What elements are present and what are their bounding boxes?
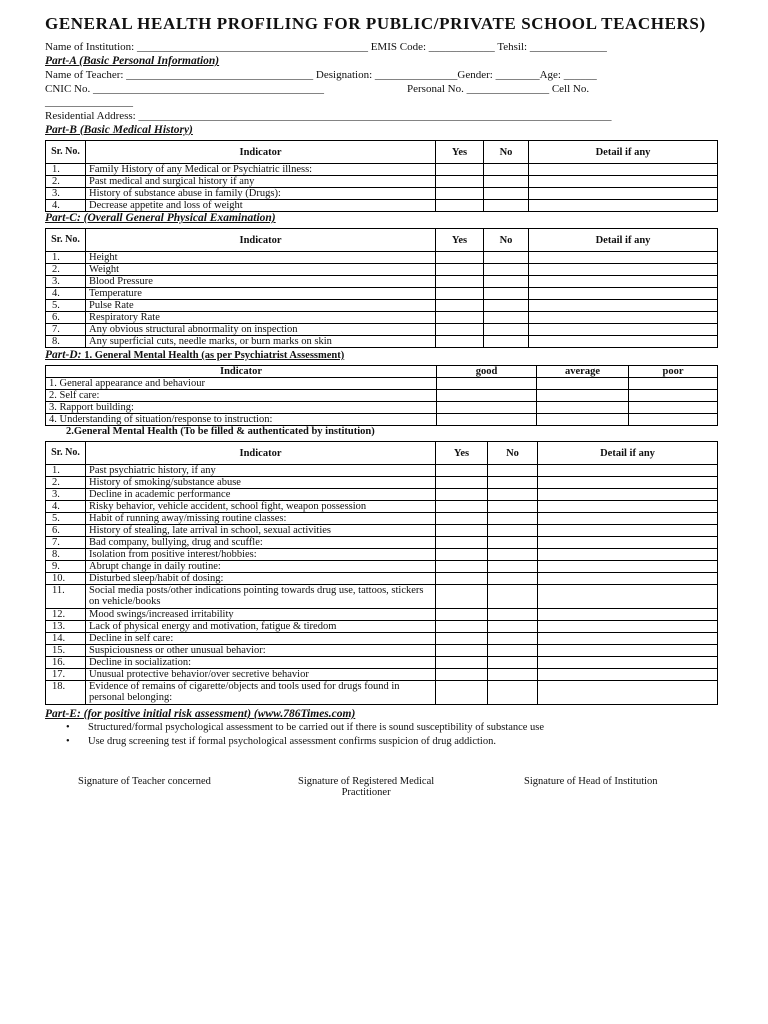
detail-cell[interactable] [529, 324, 718, 336]
no-cell[interactable] [484, 188, 529, 200]
no-cell[interactable] [488, 561, 538, 573]
bullet-text: Use drug screening test if formal psychological assessment confirms suspicion of drug addiction. [88, 736, 496, 747]
poor-cell[interactable] [629, 414, 718, 426]
poor-cell[interactable] [629, 402, 718, 414]
row-indicator: History of smoking/substance abuse [86, 477, 436, 489]
header-row [46, 366, 718, 378]
row-number: 6. [46, 312, 86, 324]
column-header: Sr. No. [46, 229, 86, 252]
row-number: 10. [46, 573, 86, 585]
row-indicator: Any obvious structural abnormality on inspection [86, 324, 436, 336]
average-cell[interactable] [537, 378, 629, 390]
table-row [46, 681, 718, 705]
table-row [46, 200, 718, 212]
table-row [46, 669, 718, 681]
row-indicator: Social media posts/other indications pointing towards drug use, tattoos, stickers on vehicle/books [86, 585, 436, 609]
row-indicator: Disturbed sleep/habit of dosing: [86, 573, 436, 585]
row-indicator: Respiratory Rate [86, 312, 436, 324]
row-indicator: Unusual protective behavior/over secretive behavior [86, 669, 436, 681]
average-cell[interactable] [537, 402, 629, 414]
table-row [46, 561, 718, 573]
row-number: 8. [46, 336, 86, 348]
column-header: Indicator [86, 229, 436, 252]
table-row [46, 549, 718, 561]
part-c-table [45, 228, 718, 348]
table-row [46, 525, 718, 537]
yes-cell[interactable] [436, 252, 484, 264]
row-indicator: Any superficial cuts, needle marks, or burn marks on skin [86, 336, 436, 348]
no-cell[interactable] [488, 681, 538, 705]
detail-cell[interactable] [538, 477, 718, 489]
yes-cell[interactable] [436, 176, 484, 188]
column-header: average [537, 366, 629, 378]
column-header: good [437, 366, 537, 378]
table-row [46, 312, 718, 324]
table-row [46, 300, 718, 312]
yes-cell[interactable] [436, 312, 484, 324]
part-e-bullet-1 [66, 722, 544, 736]
table-row [46, 645, 718, 657]
part-b-heading: Part-B (Basic Medical History) [45, 124, 193, 136]
detail-cell[interactable] [538, 537, 718, 549]
good-cell[interactable] [437, 390, 537, 402]
table-row [46, 164, 718, 176]
cell-underline[interactable]: ________________ [45, 96, 133, 108]
table-row [46, 390, 718, 402]
row-number: 11. [46, 585, 86, 609]
no-cell[interactable] [488, 489, 538, 501]
row-indicator: Suspiciousness or other unusual behavior: [86, 645, 436, 657]
row-number: 3. [46, 188, 86, 200]
table-row [46, 465, 718, 477]
bullet-icon: • [66, 736, 70, 747]
no-cell[interactable] [484, 300, 529, 312]
no-cell[interactable] [488, 549, 538, 561]
bullet-text: Structured/formal psychological assessment to be carried out if there is sound susceptibility of substance use [88, 722, 545, 733]
row-indicator: History of substance abuse in family (Drugs): [86, 188, 436, 200]
header-row [46, 141, 718, 164]
yes-cell[interactable] [436, 669, 488, 681]
table-row [46, 378, 718, 390]
yes-cell[interactable] [436, 609, 488, 621]
cnic-line[interactable]: CNIC No. __________________________________________ [45, 83, 324, 95]
row-number: 7. [46, 324, 86, 336]
no-cell[interactable] [484, 176, 529, 188]
column-header: Yes [436, 229, 484, 252]
row-number: 4. [46, 288, 86, 300]
row-number: 1. [46, 465, 86, 477]
bullet-icon: • [66, 722, 70, 733]
detail-cell[interactable] [538, 501, 718, 513]
yes-cell[interactable] [436, 633, 488, 645]
poor-cell[interactable] [629, 378, 718, 390]
detail-cell[interactable] [538, 549, 718, 561]
detail-cell[interactable] [538, 633, 718, 645]
row-indicator: Family History of any Medical or Psychiatric illness: [86, 164, 436, 176]
row-number: 14. [46, 633, 86, 645]
detail-cell[interactable] [538, 585, 718, 609]
no-cell[interactable] [488, 525, 538, 537]
row-number: 18. [46, 681, 86, 705]
row-number: 1. [46, 252, 86, 264]
no-cell[interactable] [484, 276, 529, 288]
no-cell[interactable] [488, 573, 538, 585]
table-row [46, 513, 718, 525]
row-indicator: 3. Rapport building: [46, 402, 437, 414]
row-indicator: Past medical and surgical history if any [86, 176, 436, 188]
column-header: Indicator [86, 442, 436, 465]
yes-cell[interactable] [436, 537, 488, 549]
column-header: Detail if any [538, 442, 718, 465]
no-cell[interactable] [488, 513, 538, 525]
column-header: Sr. No. [46, 442, 86, 465]
table-row [46, 276, 718, 288]
row-number: 3. [46, 489, 86, 501]
row-indicator: Decline in socialization: [86, 657, 436, 669]
row-number: 2. [46, 477, 86, 489]
signature-medical-line2: Practitioner [341, 787, 391, 798]
table-row [46, 264, 718, 276]
row-number: 5. [46, 300, 86, 312]
yes-cell[interactable] [436, 681, 488, 705]
detail-cell[interactable] [538, 489, 718, 501]
detail-cell[interactable] [538, 561, 718, 573]
yes-cell[interactable] [436, 621, 488, 633]
no-cell[interactable] [484, 288, 529, 300]
yes-cell[interactable] [436, 164, 484, 176]
good-cell[interactable] [437, 402, 537, 414]
row-indicator: History of stealing, late arrival in school, sexual activities [86, 525, 436, 537]
table-row [46, 609, 718, 621]
yes-cell[interactable] [436, 477, 488, 489]
column-header: No [484, 141, 529, 164]
no-cell[interactable] [484, 164, 529, 176]
table-row [46, 657, 718, 669]
detail-cell[interactable] [538, 513, 718, 525]
part-d-subheading-1: 1. General Mental Health (as per Psychiatrist Assessment) [84, 350, 345, 361]
row-indicator: Past psychiatric history, if any [86, 465, 436, 477]
detail-cell[interactable] [538, 669, 718, 681]
row-number: 13. [46, 621, 86, 633]
no-cell[interactable] [484, 336, 529, 348]
detail-cell[interactable] [538, 525, 718, 537]
good-cell[interactable] [437, 414, 537, 426]
table-row [46, 188, 718, 200]
row-indicator: Decrease appetite and loss of weight [86, 200, 436, 212]
row-indicator: Abrupt change in daily routine: [86, 561, 436, 573]
table-row [46, 573, 718, 585]
row-indicator: Pulse Rate [86, 300, 436, 312]
no-cell[interactable] [488, 477, 538, 489]
row-number: 3. [46, 276, 86, 288]
detail-cell[interactable] [538, 621, 718, 633]
header-row [46, 229, 718, 252]
row-number: 17. [46, 669, 86, 681]
yes-cell[interactable] [436, 489, 488, 501]
detail-cell[interactable] [538, 465, 718, 477]
detail-cell[interactable] [529, 188, 718, 200]
table-row [46, 414, 718, 426]
detail-cell[interactable] [529, 288, 718, 300]
yes-cell[interactable] [436, 465, 488, 477]
row-number: 8. [46, 549, 86, 561]
personal-cell-line[interactable]: Personal No. _______________ Cell No. [407, 83, 590, 95]
detail-cell[interactable] [529, 336, 718, 348]
yes-cell[interactable] [436, 573, 488, 585]
no-cell[interactable] [488, 633, 538, 645]
row-indicator: Height [86, 252, 436, 264]
row-number: 12. [46, 609, 86, 621]
address-line[interactable]: Residential Address: ______________________________________________________________________________________ [45, 110, 612, 122]
poor-cell[interactable] [629, 390, 718, 402]
row-indicator: 1. General appearance and behaviour [46, 378, 437, 390]
row-number: 6. [46, 525, 86, 537]
yes-cell[interactable] [436, 525, 488, 537]
row-indicator: Bad company, bullying, drug and scuffle: [86, 537, 436, 549]
yes-cell[interactable] [436, 645, 488, 657]
signature-medical-line1: Signature of Registered Medical [298, 776, 435, 787]
part-e-heading: Part-E: (for positive initial risk assessment) (www.786Times.com) [45, 708, 356, 720]
row-number: 16. [46, 657, 86, 669]
detail-cell[interactable] [538, 681, 718, 705]
form-title: GENERAL HEALTH PROFILING FOR PUBLIC/PRIVATE SCHOOL TEACHERS) [45, 14, 706, 33]
yes-cell[interactable] [436, 561, 488, 573]
table-row [46, 621, 718, 633]
column-header: Indicator [46, 366, 437, 378]
table-row [46, 633, 718, 645]
good-cell[interactable] [437, 378, 537, 390]
table-row [46, 477, 718, 489]
yes-cell[interactable] [436, 324, 484, 336]
column-header: Detail if any [529, 141, 718, 164]
yes-cell[interactable] [436, 288, 484, 300]
detail-cell[interactable] [538, 657, 718, 669]
detail-cell[interactable] [538, 573, 718, 585]
no-cell[interactable] [488, 501, 538, 513]
row-number: 2. [46, 176, 86, 188]
no-cell[interactable] [488, 585, 538, 609]
detail-cell[interactable] [529, 164, 718, 176]
detail-cell[interactable] [538, 609, 718, 621]
row-indicator: Decline in self care: [86, 633, 436, 645]
detail-cell[interactable] [529, 200, 718, 212]
table-row [46, 402, 718, 414]
yes-cell[interactable] [436, 188, 484, 200]
no-cell[interactable] [484, 252, 529, 264]
part-b-table [45, 140, 718, 212]
part-d-psychiatrist-table [45, 365, 718, 426]
no-cell[interactable] [488, 537, 538, 549]
average-cell[interactable] [537, 390, 629, 402]
yes-cell[interactable] [436, 657, 488, 669]
row-indicator: Temperature [86, 288, 436, 300]
part-d-institution-table [45, 441, 718, 705]
institution-line[interactable]: Name of Institution: __________________________________________ EMIS Code: ____________ Tehsil: ______________ [45, 41, 607, 53]
row-number: 15. [46, 645, 86, 657]
row-number: 7. [46, 537, 86, 549]
part-d-label: Part-D: [45, 349, 82, 361]
part-a-heading: Part-A (Basic Personal Information) [45, 55, 220, 67]
part-c-heading: Part-C: (Overall General Physical Examination) [45, 212, 276, 224]
no-cell[interactable] [484, 264, 529, 276]
no-cell[interactable] [484, 312, 529, 324]
yes-cell[interactable] [436, 276, 484, 288]
part-e-bullet-2 [66, 736, 544, 750]
no-cell[interactable] [488, 621, 538, 633]
table-row [46, 288, 718, 300]
row-number: 4. [46, 501, 86, 513]
yes-cell[interactable] [436, 501, 488, 513]
row-indicator: 4. Understanding of situation/response to instruction: [46, 414, 437, 426]
no-cell[interactable] [488, 609, 538, 621]
yes-cell[interactable] [436, 336, 484, 348]
part-d-subheading-2: 2.General Mental Health (To be filled & authenticated by institution) [66, 426, 375, 437]
no-cell[interactable] [488, 657, 538, 669]
table-row [46, 489, 718, 501]
no-cell[interactable] [484, 200, 529, 212]
column-header: No [488, 442, 538, 465]
signature-teacher: Signature of Teacher concerned [78, 776, 211, 787]
row-indicator: Weight [86, 264, 436, 276]
column-header: No [484, 229, 529, 252]
average-cell[interactable] [537, 414, 629, 426]
yes-cell[interactable] [436, 264, 484, 276]
table-row [46, 537, 718, 549]
row-indicator: Habit of running away/missing routine classes: [86, 513, 436, 525]
row-indicator: 2. Self care: [46, 390, 437, 402]
table-row [46, 336, 718, 348]
signature-medical [298, 776, 434, 798]
part-d-heading [45, 349, 344, 361]
table-row [46, 176, 718, 188]
yes-cell[interactable] [436, 513, 488, 525]
detail-cell[interactable] [529, 264, 718, 276]
column-header: Detail if any [529, 229, 718, 252]
yes-cell[interactable] [436, 300, 484, 312]
no-cell[interactable] [488, 669, 538, 681]
row-number: 2. [46, 264, 86, 276]
detail-cell[interactable] [529, 312, 718, 324]
no-cell[interactable] [484, 324, 529, 336]
row-number: 4. [46, 200, 86, 212]
row-indicator: Mood swings/increased irritability [86, 609, 436, 621]
row-indicator: Evidence of remains of cigarette/objects and tools used for drugs found in personal belonging: [86, 681, 436, 705]
detail-cell[interactable] [529, 276, 718, 288]
detail-cell[interactable] [529, 300, 718, 312]
yes-cell[interactable] [436, 585, 488, 609]
column-header: Yes [436, 141, 484, 164]
row-number: 5. [46, 513, 86, 525]
table-row [46, 501, 718, 513]
header-row [46, 442, 718, 465]
detail-cell[interactable] [538, 645, 718, 657]
no-cell[interactable] [488, 465, 538, 477]
detail-cell[interactable] [529, 176, 718, 188]
row-number: 9. [46, 561, 86, 573]
yes-cell[interactable] [436, 549, 488, 561]
detail-cell[interactable] [529, 252, 718, 264]
column-header: Indicator [86, 141, 436, 164]
row-indicator: Blood Pressure [86, 276, 436, 288]
column-header: Sr. No. [46, 141, 86, 164]
table-row [46, 585, 718, 609]
row-indicator: Risky behavior, vehicle accident, school fight, weapon possession [86, 501, 436, 513]
row-indicator: Isolation from positive interest/hobbies: [86, 549, 436, 561]
teacher-line[interactable]: Name of Teacher: __________________________________ Designation: _______________Gender: ________Age: ______ [45, 69, 597, 81]
column-header: poor [629, 366, 718, 378]
table-row [46, 252, 718, 264]
signature-head: Signature of Head of Institution [524, 776, 658, 787]
row-indicator: Lack of physical energy and motivation, fatigue & tiredom [86, 621, 436, 633]
yes-cell[interactable] [436, 200, 484, 212]
table-row [46, 324, 718, 336]
row-indicator: Decline in academic performance [86, 489, 436, 501]
part-e-bullets [66, 722, 544, 750]
column-header: Yes [436, 442, 488, 465]
row-number: 1. [46, 164, 86, 176]
no-cell[interactable] [488, 645, 538, 657]
